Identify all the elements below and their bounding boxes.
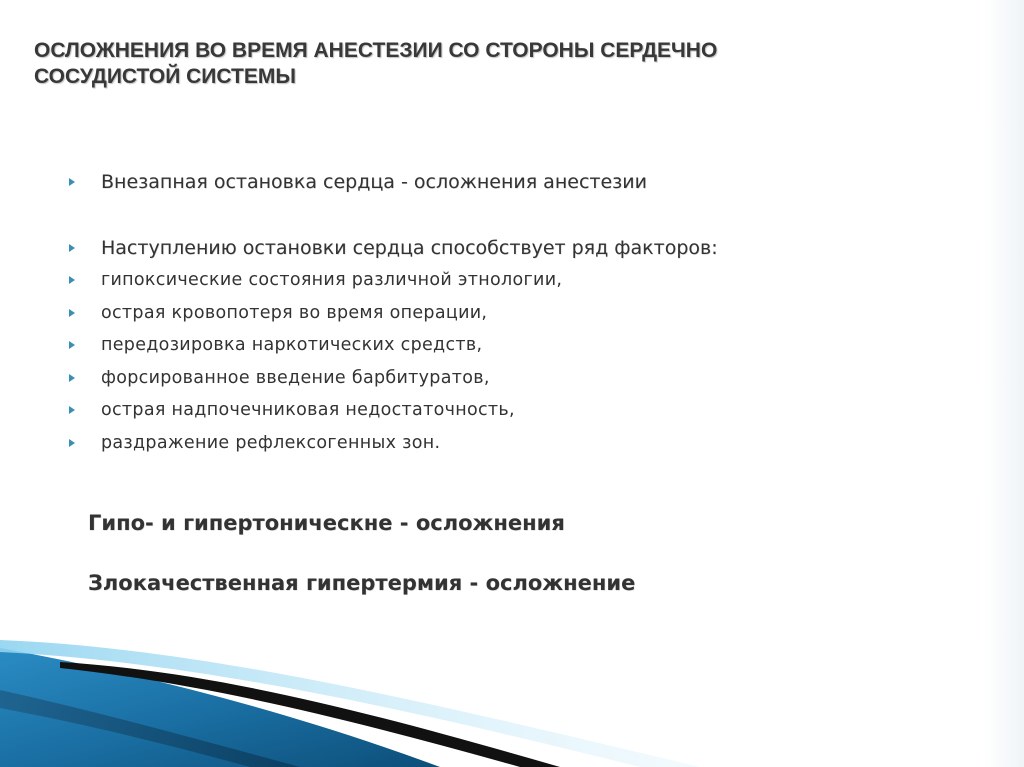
bullet-item: [68, 362, 718, 395]
triangle-arrow-icon: [68, 177, 101, 187]
bullet-text: острая кровопотеря во время операции,: [101, 302, 488, 323]
triangle-arrow-icon: [68, 243, 101, 253]
bullet-text: раздражение рефлексогенных зон.: [101, 432, 441, 453]
bullet-item: [68, 394, 718, 427]
triangle-arrow-icon: [68, 275, 101, 285]
triangle-arrow-icon: [68, 373, 101, 383]
bullet-item: [68, 427, 718, 460]
triangle-arrow-icon: [68, 438, 101, 448]
bullet-text: Наступлению остановки сердца способствует ряд факторов:: [101, 237, 718, 259]
bullet-item: [68, 264, 718, 297]
wave-black-band: [60, 662, 560, 767]
right-edge-shadow: [984, 0, 1024, 767]
triangle-arrow-icon: [68, 340, 101, 350]
bullet-text: гипоксические состояния различной этнологии,: [101, 270, 563, 291]
bullet-text: форсированное введение барбитуратов,: [101, 367, 490, 388]
bullet-item: [68, 166, 718, 198]
bullet-list: [68, 166, 718, 459]
bold-statement: Гипо- и гипертоническне - осложнения: [88, 511, 565, 535]
wave-blue-band: [0, 648, 440, 767]
bullet-text: Внезапная остановка сердца - осложнения анестезии: [101, 171, 647, 193]
slide-title: ОСЛОЖНЕНИЯ ВО ВРЕМЯ АНЕСТЕЗИИ СО СТОРОНЫ СЕРДЕЧНО СОСУДИСТОЙ СИСТЕМЫ: [34, 39, 718, 88]
triangle-arrow-icon: [68, 308, 101, 318]
bullet-item: [68, 329, 718, 362]
bullet-gap: [68, 198, 718, 232]
bullet-text: острая надпочечниковая недостаточность,: [101, 400, 515, 421]
triangle-arrow-icon: [68, 405, 101, 415]
bold-statement: Злокачественная гипертермия - осложнение: [88, 571, 636, 595]
wave-light-band: [0, 640, 700, 767]
bullet-item: [68, 232, 718, 264]
bullet-item: [68, 297, 718, 330]
bullet-text: передозировка наркотических средств,: [101, 335, 483, 356]
wave-dark-band: [0, 690, 300, 767]
